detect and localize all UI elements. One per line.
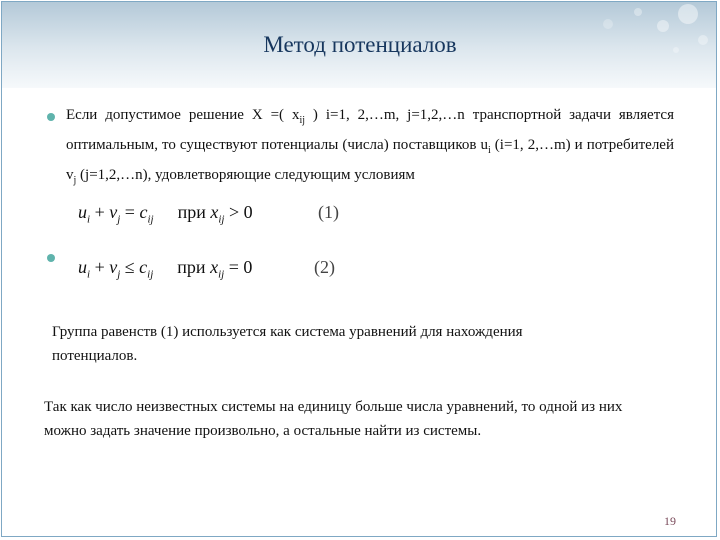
bullet-icon — [47, 254, 55, 262]
para1-sub-i: i — [487, 145, 491, 156]
eq2-relation: = 0 — [224, 257, 253, 277]
eq1-plus: + — [90, 202, 110, 222]
eq2-plus: + — [90, 257, 110, 277]
eq1-v: v — [109, 202, 118, 222]
page-number: 19 — [664, 514, 676, 528]
equation-1-number: (1) — [318, 202, 339, 222]
equation-2-number: (2) — [314, 257, 335, 277]
para1-sub-j: j — [73, 175, 77, 186]
paragraph-optimality-condition — [66, 103, 674, 193]
equation-1 — [78, 202, 253, 226]
bullet-icon — [47, 113, 55, 121]
eq1-c-sub: ij — [147, 213, 154, 226]
eq2-v: v — [109, 257, 118, 277]
eq2-c-sub: ij — [147, 268, 154, 281]
eq1-x-sub: ij — [218, 213, 225, 226]
para1-text-a: Если допустимое решение X =( x — [66, 107, 300, 123]
para1-text-c: (i=1, 2,…m) и потребителей v — [66, 137, 674, 183]
slide-title: Метод потенциалов — [263, 32, 457, 57]
eq2-leq: ≤ — [120, 257, 140, 277]
eq1-u: u — [78, 202, 87, 222]
eq1-relation: > 0 — [224, 202, 253, 222]
para1-text-d: (j=1,2,…n), удовлетворяющие следующим условиям — [76, 167, 415, 183]
eq2-u-sub: i — [87, 268, 91, 281]
eq2-x-sub: ij — [218, 268, 225, 281]
paragraph-system-of-equations: Группа равенств (1) используется как система уравнений для нахождения потенциалов. — [52, 324, 523, 364]
eq1-v-sub: j — [117, 213, 121, 226]
eq2-c: c — [139, 257, 148, 277]
eq2-condition: при — [177, 257, 206, 277]
equation-2 — [78, 257, 252, 281]
paragraph-arbitrary-value: Так как число неизвестных системы на единицу больше числа уравнений, то одной из них можно задать значение произвольно, а остальные найти из системы. — [44, 399, 623, 439]
eq1-c: c — [139, 202, 148, 222]
bubble-decoration — [678, 4, 698, 24]
eq2-x: x — [210, 257, 219, 277]
para1-text-b: ) i=1, 2,…m, j=1,2,…n транспортной задачи является оптимальным, то существуют потенциалы (числа) поставщиков u — [66, 107, 674, 153]
eq2-v-sub: j — [117, 268, 121, 281]
eq1-equals: = — [120, 202, 140, 222]
para1-sub-ij: ij — [299, 115, 306, 126]
bubble-decoration — [603, 19, 613, 29]
eq1-u-sub: i — [87, 213, 91, 226]
eq1-x: x — [210, 202, 219, 222]
eq2-u: u — [78, 257, 87, 277]
bubble-decoration — [634, 8, 642, 16]
bubble-decoration — [657, 20, 669, 32]
eq1-condition: при — [177, 202, 206, 222]
